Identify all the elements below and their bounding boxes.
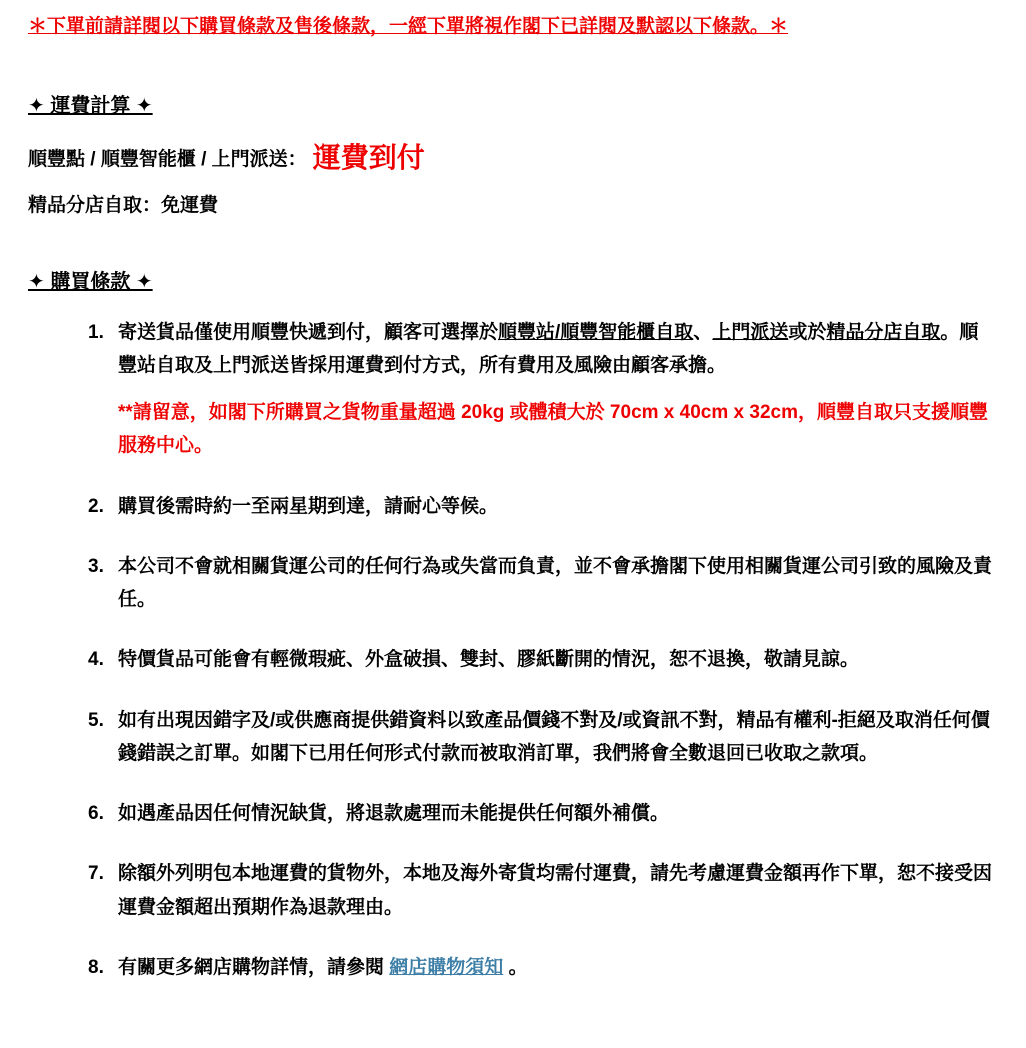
store-pickup-line: 精品分店自取：免運費 (28, 194, 219, 216)
term1-sf-pickup-underline: 順豐站/順豐智能櫃自取 (498, 321, 694, 343)
term1-separator: 、 (693, 321, 713, 343)
term1-home-delivery-underline: 上門派送 (712, 321, 789, 343)
term-item-7: 除額外列明包本地運費的貨物外，本地及海外寄貨均需付運費，請先考慮運費金額再作下單，恕不接受因運費金額超出預期作為退款理由。 (118, 863, 993, 918)
pre-order-notice: ＊下單前請詳閱以下購買條款及售後條款，一經下單將視作閣下已詳閱及默認以下條款。＊ (28, 16, 789, 37)
term-item-1 (88, 316, 996, 463)
shipping-fee-heading: ✦ 運費計算 ✦ (28, 94, 153, 117)
purchase-terms-heading: ✦ 購買條款 ✦ (28, 270, 153, 293)
term-item-5: 如有出現因錯字及/或供應商提供錯資料以致產品價錢不對及/或資訊不對，精品有權利-拒絕及取消任何價錢錯誤之訂單。如閣下已用任何形式付款而被取消訂單，我們將會全數退回已收取之款項。 (118, 709, 990, 764)
shipping-fee-collect-value: 運費到付 (312, 141, 425, 173)
term-item-8 (88, 951, 996, 984)
term-item-6: 如遇產品因任何情況缺貨，將退款處理而未能提供任何額外補償。 (118, 803, 670, 825)
term-item-4: 特價貨品可能會有輕微瑕疵、外盒破損、雙封、膠紙斷開的情況，恕不退換，敬請見諒。 (118, 649, 860, 671)
shipping-option-label: 順豐點 / 順豐智能櫃 / 上門派送： (28, 149, 307, 171)
term-item-2: 購買後需時約一至兩星期到達，請耐心等候。 (118, 495, 499, 517)
term1-or-text: 或於 (788, 321, 827, 343)
purchase-terms-list (28, 316, 996, 985)
term1-weight-warning: **請留意，如閣下所購買之貨物重量超過 20kg 或體積大於 70cm x 40cm x 32cm，順豐自取只支援順豐服務中心。 (118, 402, 988, 457)
term8-text-tail: 。 (503, 956, 528, 978)
term-item-3: 本公司不會就相關貨運公司的任何行為或失當而負責，並不會承擔閣下使用相關貨運公司引致的風險及責任。 (118, 555, 993, 611)
shipping-option-line (28, 141, 996, 173)
term1-text: 寄送貨品僅使用順豐快遞到付，顧客可選擇於 (118, 321, 499, 343)
term1-text-tail: 。順豐站自取及上門派送皆採用運費到付方式，所有費用及風險由顧客承擔。 (118, 321, 979, 376)
term1-store-pickup-underline: 精品分店自取 (826, 321, 941, 343)
online-shopping-guide-link[interactable]: 網店購物須知 (389, 956, 504, 978)
term8-text: 有關更多網店購物詳情，請參閱 (118, 956, 390, 978)
